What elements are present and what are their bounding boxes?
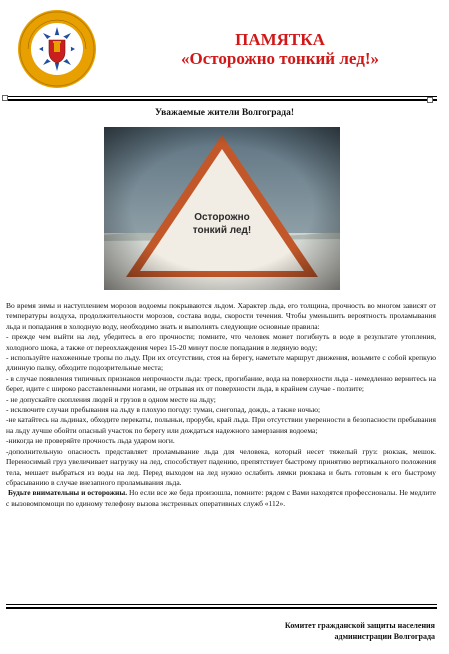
selection-handle[interactable]	[427, 97, 433, 103]
header-divider-thin	[6, 96, 437, 97]
footer-divider-thick	[6, 607, 437, 609]
warning-sign-illustration	[104, 127, 340, 290]
city-emblem-logo	[16, 8, 98, 90]
rule-item: -дополнительную опасность представляет проламывание льда для человека, который несет тяжелый груз: рюкзак, мешок. Переносимый груз увеличивает нагрузку на лед, способствует падению, препятствует быстрому принятию вертикального положения тела, мешает выбраться из воды на лед. Перед выходом на лед нужно ослабить лямки рюкзака и быть готовым к его быстрому сбрасыванию в случае внезапного проламывания льда.	[6, 446, 436, 487]
signature-block	[285, 620, 435, 642]
closing-emphasis: Будьте внимательны и осторожны.	[7, 488, 128, 498]
selection-handle[interactable]	[2, 95, 8, 101]
rule-item: -не катайтесь на льдинах, обходите перекаты, полыньи, проруби, край льда. При отсутствии уверенности в безопасности пребывания на льду лучше обойти опасный участок по берегу или дождаться надежного замерзания водоема;	[6, 415, 436, 435]
closing-paragraph	[6, 488, 436, 509]
memo-body	[6, 301, 436, 509]
memo-heading: ПАМЯТКА	[235, 30, 325, 49]
greeting: Уважаемые жители Волгограда!	[154, 108, 295, 118]
rule-item: - используйте нахоженные тропы по льду. При их отсутствии, стоя на берегу, наметьте маршрут движения, возьмите с собой крепкую длинную палку, обходите подозрительные места;	[6, 353, 436, 373]
rule-item: -никогда не проверяйте прочность льда ударом ноги.	[6, 436, 175, 446]
signature-line-1: Комитет гражданской защиты населения	[284, 621, 435, 630]
header-divider-thick	[6, 99, 437, 101]
signature-line-2: администрации Волгограда	[334, 632, 435, 641]
sign-line-2: тонкий лед!	[192, 225, 252, 236]
intro-paragraph: Во время зимы и наступлением морозов водоемы покрываются льдом. Характер льда, его толщина, прочность во многом зависят от температуры воздуха, продолжительности морозов, состава воды, скорости течения. Чтобы уменьшить вероятность проламывания льда и попадания в холодную воду, необходимо знать и выполнять следующие основные правила:	[6, 301, 436, 331]
memo-title	[130, 30, 430, 68]
rule-item: - в случае появления типичных признаков непрочности льда: треск, прогибание, вода на поверхности льда - немедленно вернитесь на берег, идите с широко расставленными ногами, не отрывая их от поверхности льда, в крайнем случае - ползите;	[6, 373, 436, 394]
rule-item: - не допускайте скопления людей и грузов в одном месте на льду;	[6, 394, 216, 404]
memo-subheading: «Осторожно тонкий лед!»	[181, 49, 379, 68]
warning-sign-photo	[104, 127, 340, 290]
rule-item: - исключите случаи пребывания на льду в плохую погоду: туман, снегопад, дождь, а также ночью;	[6, 405, 321, 415]
closing-text: Но если все же беда произошла, помните: рядом с Вами находятся профессионалы. Не медлите с вызовомпомощи по единому телефону вызова экстренных оперативных служб «112».	[6, 488, 437, 508]
sign-line-1: Осторожно	[194, 212, 250, 223]
rule-item: - прежде чем выйти на лед, убедитесь в его прочности; помните, что человек может погибнуть в воде в результате утопления, холодного шока, а также от переохлаждения через 15-20 минут после попадания в ледяную воду;	[6, 332, 436, 352]
footer-divider-thin	[6, 604, 437, 605]
